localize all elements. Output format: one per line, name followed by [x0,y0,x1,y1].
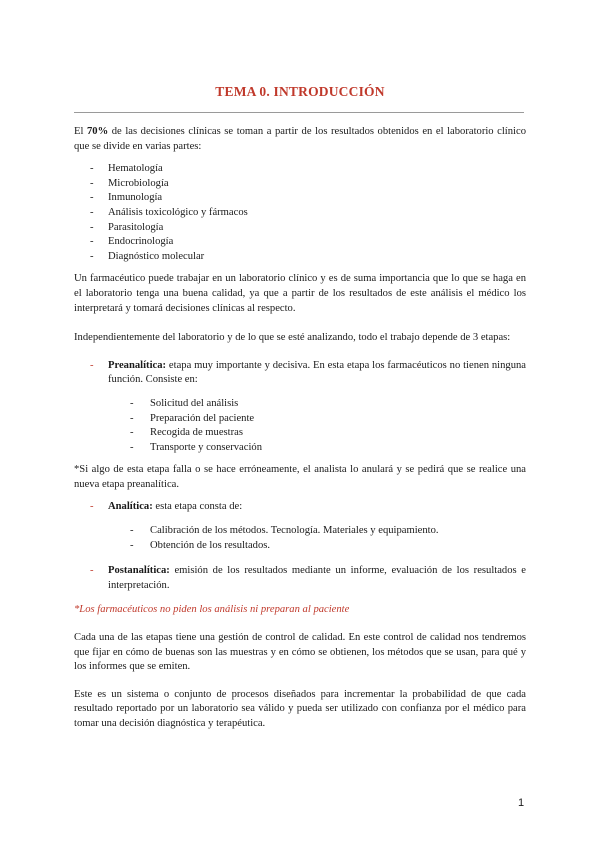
list-item: - Preparación del paciente [74,412,526,427]
list-item: - Análisis toxicológico y fármacos [74,206,526,221]
system-paragraph: Este es un sistema o conjunto de procesos diseñados para incrementar la probabilidad de que cada resultado reportado por un laboratorio sea válido y pueda ser utilizado con confianza por el médico para tomar una decisión diagnóstica y terapéutica. [74,688,526,729]
stage-name: Postanalítica: [108,565,170,577]
list-item: - Microbiología [74,177,526,192]
list-item: - Endocrinología [74,235,526,250]
page-title: TEMA 0. INTRODUCCIÓN [215,84,385,99]
pharmacists-note: *Los farmacéuticos no piden los análisis ni preparan al paciente [74,604,350,616]
stages-intro-paragraph: Independientemente del laboratorio y de lo que se esté analizando, todo el trabajo depende de 3 etapas: [74,332,511,344]
page-number: 1 [518,797,525,809]
percent-highlight: 70% [87,126,109,137]
quality-paragraph: Cada una de las etapas tiene una gestión de control de calidad. En este control de calidad nos tendremos que fijar en cómo de buenas son las muestras y en cómo se obtienen, los métodos que se usan, para qué y los informes que se emiten. [74,632,526,673]
list-item: - Diagnóstico molecular [74,250,526,265]
stage-name: Analítica: [108,501,153,513]
title-divider [74,112,524,113]
stage-name: Preanalítica: [108,359,167,371]
list-item: - Hematología [74,162,526,177]
analitica-steps-list [74,524,526,553]
page-content [74,125,526,732]
list-item: - Obtención de los resultados. [74,539,526,554]
preanalitica-note: *Si algo de esta etapa falla o se hace erróneamente, el analista lo anulará y se pedirá que se realice una nueva etapa preanalítica. [74,464,526,490]
list-item: - Solicitud del análisis [74,397,526,412]
stage-preanalitica: - Preanalítica: etapa muy importante y decisiva. En esta etapa los farmacéuticos no tienen ninguna función. Consiste en: [90,359,526,386]
pharmacist-paragraph: Un farmacéutico puede trabajar en un laboratorio clínico y es de suma importancia que lo que se haga en el laboratorio tenga una buena calidad, ya que a partir de los resultados de este análisis el médico los interpretará y tomará decisiones clínicas al respecto. [74,273,526,314]
list-item: - Recogida de muestras [74,426,526,441]
preanalitica-steps-list [74,397,526,455]
list-item: - Parasitología [74,221,526,236]
lab-parts-list [74,162,526,264]
list-item: - Inmunología [74,191,526,206]
stage-postanalitica: - Postanalítica: emisión de los resultados mediante un informe, evaluación de los resultados e interpretación. [90,565,526,591]
list-item: - Transporte y conservación [74,441,526,456]
intro-paragraph: El 70% de las decisiones clínicas se toman a partir de los resultados obtenidos en el laboratorio clínico que se divide en varias partes: [74,126,526,152]
list-item: - Calibración de los métodos. Tecnología. Materiales y equipamiento. [74,524,526,539]
stage-analitica: - Analítica: esta etapa consta de: [90,501,243,513]
